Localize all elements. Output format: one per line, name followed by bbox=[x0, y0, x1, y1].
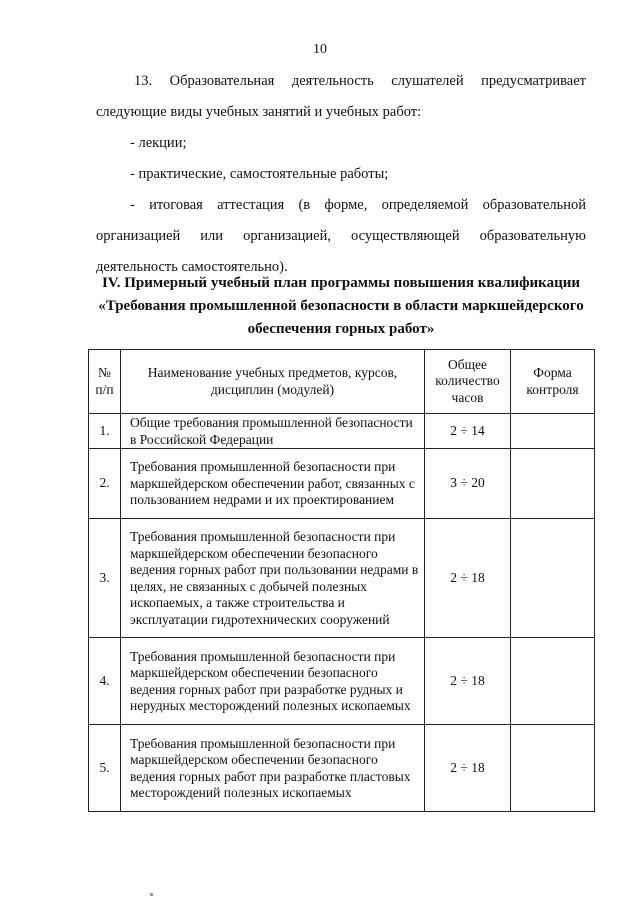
scan-mark bbox=[150, 893, 153, 896]
curriculum-table bbox=[88, 349, 595, 812]
row-name: Требования промышленной безопасности при маркшейдерском обеспечении безопасного ведения горных работ при разработке рудных и нерудных месторождений полезных ископаемых bbox=[121, 638, 425, 725]
row-name: Требования промышленной безопасности при маркшейдерском обеспечении работ, связанных с пользованием недрами и их проектированием bbox=[121, 449, 425, 519]
list-item-continuation: организацией или организацией, осуществляющей образовательную bbox=[96, 228, 586, 244]
row-hours: 2 ÷ 14 bbox=[425, 414, 511, 449]
row-control bbox=[511, 414, 595, 449]
list-item: - лекции; bbox=[130, 135, 187, 151]
section-title-line: «Требования промышленной безопасности в области маркшейдерского bbox=[98, 298, 584, 314]
row-control bbox=[511, 519, 595, 638]
header-num: № п/п bbox=[89, 350, 121, 414]
table-row bbox=[89, 519, 595, 638]
header-control: Форма контроля bbox=[511, 350, 595, 414]
section-title-line: IV. Примерный учебный план программы повышения квалификации bbox=[101, 275, 581, 291]
row-hours: 2 ÷ 18 bbox=[425, 725, 511, 812]
list-item: - итоговая аттестация (в форме, определяемой образовательной bbox=[130, 197, 586, 213]
table-row bbox=[89, 638, 595, 725]
paragraph-line: 13. Образовательная деятельность слушателей предусматривает bbox=[134, 73, 586, 89]
activity-list bbox=[96, 128, 586, 283]
row-control bbox=[511, 449, 595, 519]
table-row bbox=[89, 449, 595, 519]
row-hours: 3 ÷ 20 bbox=[425, 449, 511, 519]
row-control bbox=[511, 638, 595, 725]
row-num: 1. bbox=[89, 414, 121, 449]
header-name: Наименование учебных предметов, курсов, дисциплин (модулей) bbox=[121, 350, 425, 414]
header-hours: Общее количество часов bbox=[425, 350, 511, 414]
row-hours: 2 ÷ 18 bbox=[425, 638, 511, 725]
row-num: 2. bbox=[89, 449, 121, 519]
row-num: 3. bbox=[89, 519, 121, 638]
intro-paragraph bbox=[96, 66, 586, 128]
table-row bbox=[89, 414, 595, 449]
paragraph-line: следующие виды учебных занятий и учебных работ: bbox=[96, 104, 422, 120]
row-name: Требования промышленной безопасности при маркшейдерском обеспечении безопасного ведения горных работ при разработке пластовых месторождений полезных ископаемых bbox=[121, 725, 425, 812]
row-num: 4. bbox=[89, 638, 121, 725]
table-header-row bbox=[89, 350, 595, 414]
section-title bbox=[96, 272, 586, 341]
row-control bbox=[511, 725, 595, 812]
row-name: Требования промышленной безопасности при маркшейдерском обеспечении безопасного ведения горных работ при пользовании недрами в целях, не связанных с добычей полезных ископаемых, а также строительства и эксплуатации гидротехнических сооружений bbox=[121, 519, 425, 638]
table-row bbox=[89, 725, 595, 812]
page-number: 10 bbox=[313, 42, 327, 57]
section-title-line: обеспечения горных работ» bbox=[247, 321, 435, 337]
row-name: Общие требования промышленной безопасности в Российской Федерации bbox=[121, 414, 425, 449]
list-item-continuation: деятельность самостоятельно). bbox=[96, 259, 288, 275]
row-num: 5. bbox=[89, 725, 121, 812]
row-hours: 2 ÷ 18 bbox=[425, 519, 511, 638]
list-item: - практические, самостоятельные работы; bbox=[130, 166, 389, 182]
